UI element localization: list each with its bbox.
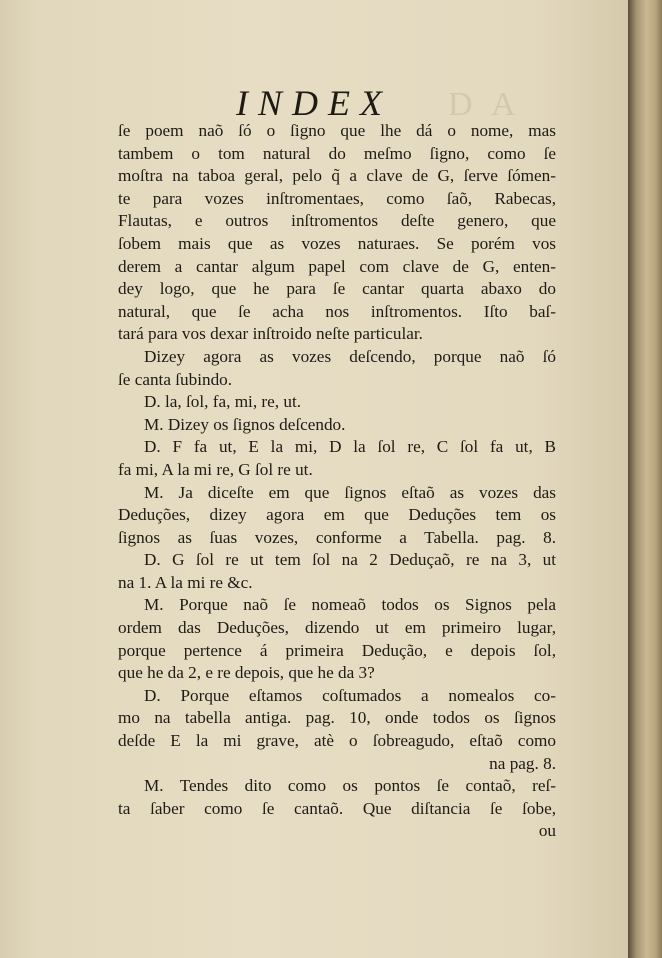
- text-line: fa mi, A la mi re, G ſol re ut.: [118, 459, 313, 479]
- text-line: M. Dizey os ſignos deſcendo.: [144, 414, 346, 434]
- text-line: mo na tabella antiga. pag. 10, onde todos os ſignos: [118, 708, 556, 728]
- show-through-text: D A: [448, 86, 522, 123]
- text-line: deſde E la mi grave, atè o ſobreagudo, eſtaõ como: [118, 731, 556, 751]
- text-line: Dizey agora as vozes deſcendo, porque naõ ſó: [144, 346, 556, 366]
- text-line: te para vozes inſtromentaes, como ſaõ, Rabecas,: [118, 188, 556, 208]
- text-line: que he da 2, e re depois, que he da 3?: [118, 663, 375, 683]
- text-line: moſtra na taboa geral, pelo q̃ a clave de G, ſerve ſómen-: [118, 166, 556, 186]
- text-line: dey logo, que he para ſe cantar quarta abaxo do: [118, 279, 556, 299]
- text-line: na pag. 8.: [489, 753, 556, 773]
- text-line: D. la, ſol, fa, mi, re, ut.: [144, 392, 302, 412]
- page-edge: [628, 0, 662, 958]
- running-head: INDEX: [236, 83, 392, 123]
- text-line: Flautas, e outros inſtromentos deſte genero, que: [118, 211, 556, 231]
- text-line: ordem das Deduções, dizendo ut em primeiro lugar,: [118, 618, 556, 638]
- body-text: [118, 120, 556, 843]
- text-line: derem a cantar algum papel com clave de G, enten-: [118, 256, 556, 276]
- text-line: D. Porque eſtamos coſtumados a nomealos co-: [144, 685, 556, 705]
- text-line: M. Tendes dito como os pontos ſe contaõ, reſ-: [144, 776, 556, 796]
- text-line: tará para vos dexar inſtroido neſte particular.: [118, 324, 423, 344]
- text-line: D. F fa ut, E la mi, D la ſol re, C ſol fa ut, B: [144, 437, 556, 457]
- text-line: ta ſaber como ſe cantaõ. Que diſtancia ſe ſobe,: [118, 798, 556, 818]
- text-line: natural, que ſe acha nos inſtromentos. Iſto baſ-: [118, 301, 556, 321]
- text-line: ſobem mais que as vozes naturaes. Se porém vos: [118, 233, 556, 253]
- text-line: D. G ſol re ut tem ſol na 2 Deduçaõ, re na 3, ut: [144, 550, 556, 570]
- catchword: ou: [538, 821, 556, 841]
- text-line: ſe poem naõ ſó o ſigno que lhe dá o nome, mas: [118, 121, 556, 140]
- text-line: tambem o tom natural do meſmo ſigno, como ſe: [118, 143, 556, 163]
- text-line: ſe canta ſubindo.: [118, 369, 233, 389]
- text-line: ſignos as ſuas vozes, conforme a Tabella. pag. 8.: [118, 527, 556, 547]
- text-line: Deduções, dizey agora em que Deduções tem os: [118, 505, 556, 525]
- text-line: na 1. A la mi re &c.: [118, 572, 253, 592]
- text-line: M. Ja diceſte em que ſignos eſtaõ as vozes das: [144, 482, 556, 502]
- text-line: M. Porque naõ ſe nomeaõ todos os Signos pela: [144, 595, 556, 615]
- text-line: porque pertence á primeira Dedução, e depois ſol,: [118, 640, 556, 660]
